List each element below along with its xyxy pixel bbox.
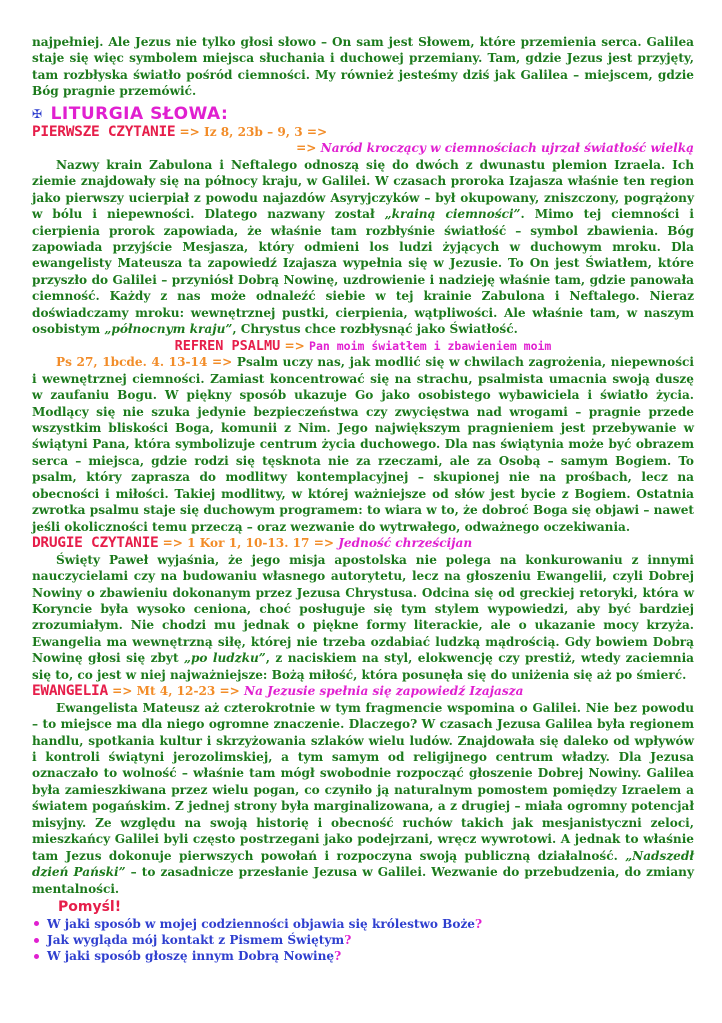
- psalm-text: Psalm uczy nas, jak modlić się w chwilach zagrożenia, niepewności i wewnętrznej ciemności. Zamiast koncentrować się na strachu, psalmista umacnia swoją duszę w zaufaniu Bogu. W piękny sposób ukazuje Go jako osobistego wybawiciela i światło życia. Modlący się nie szuka jedynie bezpieczeństwa czy zwycięstwa nad wrogami – pragnie przede wszystkim bliskości Boga, komunii z Nim. Jego największym pragnieniem jest przebywanie w świątyni Pana, która symbolizuje centrum życia duchowego. Dla nas świątynia może być obrazem serca – miejsca, gdzie rodzi się tęsknota nie za rzeczami, ale za Osobą – samym Bogiem. To psalm, który zaprasza do modlitwy kontemplacyjnej – skupionej nie na prośbach, lecz na obecności i miłości. Takiej modlitwy, w której ważniejsze od słów jest bycie z Bogiem. Ostatnia zwrotka psalmu staje się duchowym programem: to wiara w to, że dobroć Boga się objawi – nawet jeśli okoliczności temu przeczą – oraz wezwanie do wytrwałego, odważnego oczekiwania.: [32, 355, 694, 534]
- psalm-header: [32, 338, 694, 354]
- reading2-ref: 1 Kor 1, 10-13. 17: [187, 536, 310, 551]
- reading2-quote: „po ludzku”: [184, 651, 266, 666]
- cross-icon: ✠: [32, 106, 43, 121]
- gospel-commentary: [32, 700, 694, 897]
- arrow-icon: =>: [179, 124, 200, 139]
- reading1-ref: Iz 8, 23b – 9, 3: [204, 124, 303, 139]
- list-item: [32, 948, 694, 964]
- psalm-ref: Ps 27, 1bcde. 4. 13-14: [56, 355, 208, 370]
- gospel-text: Ewangelista Mateusz aż czterokrotnie w tym fragmencie wspomina o Galilei. Nie bez powodu – to miejsce ma dla niego ogromne znaczenie. Dlaczego? W czasach Jezusa Galilea była regionem handlu, spotkania kultur i skrzyżowania szlaków wielu ludów. Znajdowała się daleko od wpływów i kontroli świątyni jerozolimskiej, a tym samym od religijnego centrum władzy. Dla Jezusa oznaczało to wolność – właśnie tam mógł swobodnie rozpocząć głoszenie Dobrej Nowiny. Galilea była zamieszkiwana przez wielu pogan, co czyniło ją naturalnym pomostem pomiędzy Izraelem a światem pogańskim. Z jednej strony była marginalizowana, a z drugiej – miała ogromny potencjał misyjny. Ze względu na swoją historię i obecność ruchów takich jak mesjanistyczni zeloci, mieszkańcy Galilei byli często postrzegani jako podejrzani, wręcz wywrotowi. A jednak to właśnie tam Jezus dokonuje pierwszych powołań i rozpoczyna swoją publiczną działalność.: [32, 700, 694, 863]
- reading2-theme: Jedność chrześcijan: [338, 536, 473, 551]
- gospel-theme: Na Jezusie spełnia się zapowiedź Izajasza: [244, 684, 524, 699]
- bullet-icon: [34, 938, 39, 943]
- arrow-icon: =>: [313, 536, 334, 551]
- reading1-theme-line: [32, 140, 694, 156]
- psalm-theme: Pan moim światłem i zbawieniem moim: [309, 338, 552, 353]
- arrow-icon: =>: [284, 338, 305, 353]
- gospel-header: [32, 683, 694, 699]
- bullet-icon: [34, 954, 39, 959]
- gospel-quote: „Nadszedł dzień Pański”: [32, 848, 694, 880]
- question-text: W jaki sposób głoszę innym Dobrą Nowinę: [47, 949, 335, 964]
- bullet-icon: [34, 921, 39, 926]
- psalm-label: REFREN PSALMU: [174, 337, 281, 354]
- reading1-theme: Naród kroczący w ciemnościach ujrzał światłość wielką: [320, 141, 694, 156]
- reading2-label: DRUGIE CZYTANIE: [32, 535, 159, 552]
- arrow-icon: =>: [212, 355, 233, 370]
- question-mark: ?: [344, 933, 352, 948]
- arrow-icon: =>: [112, 684, 133, 699]
- reading1-commentary: [32, 157, 694, 338]
- intro-paragraph: najpełniej. Ale Jezus nie tylko głosi słowo – On sam jest Słowem, które przemienia serca. Galilea staje się więc symbolem miejsca słuchania i duchowej przemiany. Tam, gdzie Jezus jest przyjęty, tam rozbłyska światło pośród ciemności. My również jesteśmy dziś jak Galilea – miejscem, gdzie Bóg pragnie przemówić.: [32, 35, 694, 99]
- question-text: W jaki sposób w mojej codzienności objawia się królestwo Boże: [47, 916, 476, 931]
- gospel-text: – to zasadnicze przesłanie Jezusa w Galilei. Wezwanie do przebudzenia, do zmiany mentalności.: [32, 865, 694, 896]
- reading1-label: PIERWSZE CZYTANIE: [32, 123, 176, 140]
- list-item: [32, 932, 694, 948]
- reading1-text: . Mimo tej ciemności i cierpienia prorok zapowiada, że właśnie tam rozbłyśnie światłość – symbol zbawienia. Bóg zapowiada przyjście Mesjasza, który odmieni los ludzi żyjących w duchowym mroku. Dla ewangelisty Mateusza ta zapowiedź Izajasza wypełnia się w Jezusie. To On jest Światłem, które przyszło do Galilei – przyniósł Dobrą Nowinę, uzdrowienie i nadzieję właśnie tam, gdzie panowała ciemność. Każdy z nas może odnaleźć siebie w tej krainie Zabulona i Neftalego. Nieraz doświadczamy mroku: wewnętrznej pustki, cierpienia, wątpliwości. Ale właśnie tam, w naszym osobistym: [32, 207, 694, 337]
- reading2-text: , z naciskiem na styl, elokwencję czy prestiż, wtedy zaciemnia się to, co jest w niej najważniejsze: Bożą miłość, która posunęła się do uniżenia się aż po śmierć.: [32, 651, 694, 682]
- question-text: Jak wygląda mój kontakt z Pismem Świętym: [47, 933, 345, 948]
- liturgia-title: LITURGIA SŁOWA:: [50, 103, 229, 124]
- arrow-icon: =>: [306, 124, 328, 139]
- reading1-text: Nazwy krain Zabulona i Neftalego odnoszą się do dwóch z dwunastu plemion Izraela. Ich ziemie znajdowały się na północy kraju, w Galilei. W czasach proroka Izajasza właśnie ten region jako pierwszy ucierpiał z powodu najazdów Asyryjczyków – był okupowany, zniszczony, pogrążony w bólu i niepewności. Dlatego nazwany został: [32, 157, 694, 222]
- psalm-commentary: [32, 354, 694, 535]
- arrow-icon: =>: [219, 684, 240, 699]
- gospel-ref: Mt 4, 12-23: [136, 684, 216, 699]
- reading2-commentary: [32, 552, 694, 684]
- reflect-questions: [32, 916, 694, 965]
- liturgia-heading: [32, 104, 694, 124]
- reading1-header: [32, 124, 694, 140]
- reading2-header: [32, 535, 694, 551]
- reading2-text: Święty Paweł wyjaśnia, że jego misja apostolska nie polega na konkurowaniu z innymi nauczycielami czy na budowaniu własnego autorytetu, lecz na głoszeniu Ewangelii, czyli Dobrej Nowiny o zbawieniu dokonanym przez Jezusa Chrystusa. Odcina się od greckiej retoryki, która w Koryncie była wysoko ceniona, choć posługuje się tym stylem wypowiedzi, aby być bardziej zrozumiałym. Nie chodzi mu jednak o piękne formy literackie, ale o ukazanie mocy krzyża. Ewangelia ma wewnętrzną siłę, której nie trzeba ozdabiać ludzką mądrością. Gdy bowiem Dobrą Nowinę głosi się zbyt: [32, 552, 694, 666]
- reflect-title: Pomyśl!: [58, 899, 122, 916]
- arrow-icon: =>: [162, 536, 183, 551]
- reading1-text: , Chrystus chce rozbłysnąć jako Światłość.: [232, 322, 518, 337]
- reading1-quote: „północnym kraju”: [104, 322, 233, 337]
- question-mark: ?: [334, 949, 342, 964]
- page: [32, 0, 694, 965]
- list-item: [32, 916, 694, 932]
- reading1-quote: „krainą ciemności”: [384, 207, 521, 222]
- question-mark: ?: [475, 916, 483, 931]
- gospel-label: EWANGELIA: [32, 683, 108, 700]
- arrow-icon: =>: [296, 141, 317, 156]
